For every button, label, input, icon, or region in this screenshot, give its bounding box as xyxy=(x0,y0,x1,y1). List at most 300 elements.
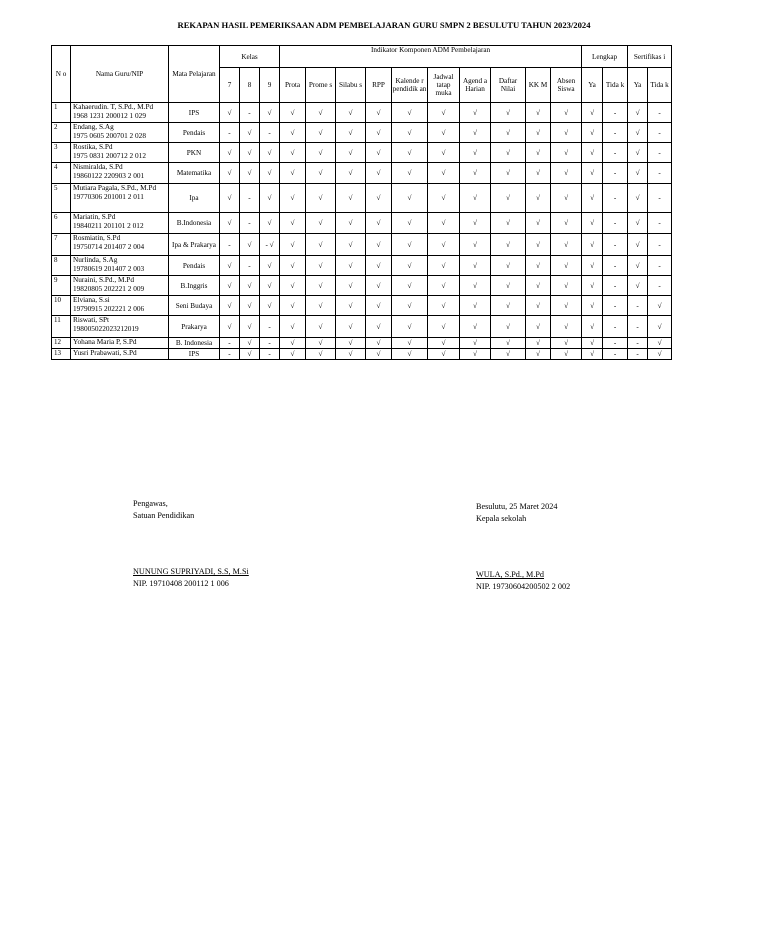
indikator-mark: √ xyxy=(460,276,491,296)
lengkap-mark: - xyxy=(603,256,628,276)
guru-cell xyxy=(71,338,169,349)
lengkap-mark: √ xyxy=(582,296,603,316)
row-no: 12 xyxy=(52,338,71,349)
row-no: 13 xyxy=(52,349,71,360)
guru-nip: 198005022023212019 xyxy=(73,323,139,333)
lengkap-mark: - xyxy=(603,338,628,349)
lengkap-mark: - xyxy=(603,184,628,213)
indikator-mark: √ xyxy=(460,316,491,338)
table-row xyxy=(52,349,672,360)
table-row xyxy=(52,213,672,234)
indikator-mark: √ xyxy=(526,296,551,316)
guru-cell xyxy=(71,234,169,256)
indikator-mark: √ xyxy=(366,213,392,234)
mapel-cell: Pendais xyxy=(169,256,220,276)
guru-cell xyxy=(71,103,169,123)
row-no: 3 xyxy=(52,143,71,163)
lengkap-mark: - xyxy=(603,316,628,338)
kelas-mark: - xyxy=(260,338,280,349)
kelas-mark: √ xyxy=(260,213,280,234)
sertifikasi-mark: √ xyxy=(628,123,648,143)
row-no: 5 xyxy=(52,184,71,213)
kelas-mark: √ xyxy=(240,316,260,338)
sertifikasi-mark: - xyxy=(648,276,672,296)
mapel-cell: B.Inggris xyxy=(169,276,220,296)
indikator-mark: √ xyxy=(336,163,366,184)
kelas-mark: - xyxy=(240,213,260,234)
mapel-cell: IPS xyxy=(169,103,220,123)
guru-cell xyxy=(71,296,169,316)
indikator-mark: √ xyxy=(280,103,306,123)
kelas-mark: √ xyxy=(220,296,240,316)
indikator-mark: √ xyxy=(526,349,551,360)
table-row xyxy=(52,234,672,256)
indikator-mark: √ xyxy=(491,143,526,163)
kelas-mark: √ xyxy=(220,316,240,338)
indikator-mark: √ xyxy=(551,316,582,338)
lengkap-mark: √ xyxy=(582,103,603,123)
indikator-mark: √ xyxy=(336,338,366,349)
guru-cell xyxy=(71,123,169,143)
header-lengkap-tidak: Tida k xyxy=(603,68,628,103)
row-no: 9 xyxy=(52,276,71,296)
sertifikasi-mark: - xyxy=(648,163,672,184)
sertifikasi-mark: - xyxy=(648,123,672,143)
indikator-mark: √ xyxy=(460,143,491,163)
guru-nip: 1975 0831 200712 2 012 xyxy=(73,150,146,160)
guru-name: Nurlinda, S.Ag xyxy=(73,255,118,264)
sertifikasi-mark: √ xyxy=(648,316,672,338)
indikator-mark: √ xyxy=(428,338,460,349)
header-sertifikasi-tidak: Tida k xyxy=(648,68,672,103)
indikator-mark: √ xyxy=(306,123,336,143)
guru-name: Kahaerudin. T, S.Pd., M.Pd xyxy=(73,102,154,111)
lengkap-mark: - xyxy=(603,163,628,184)
indikator-mark: √ xyxy=(428,143,460,163)
indikator-mark: √ xyxy=(366,143,392,163)
indikator-mark: √ xyxy=(392,163,428,184)
guru-name: Yohana Maria P, S.Pd xyxy=(73,337,137,346)
indikator-mark: √ xyxy=(428,349,460,360)
guru-cell xyxy=(71,184,169,213)
lengkap-mark: √ xyxy=(582,213,603,234)
header-indikator-1: Prome s xyxy=(306,68,336,103)
indikator-mark: √ xyxy=(460,184,491,213)
signature-pengawas xyxy=(133,498,249,590)
mapel-cell: B. Indonesia xyxy=(169,338,220,349)
sertifikasi-mark: √ xyxy=(628,143,648,163)
header-indikator-9: Absen Siswa xyxy=(551,68,582,103)
indikator-mark: √ xyxy=(551,338,582,349)
guru-nip: 19770306 201001 2 011 xyxy=(73,191,144,201)
indikator-mark: √ xyxy=(306,256,336,276)
table-row xyxy=(52,123,672,143)
indikator-mark: √ xyxy=(306,316,336,338)
kelas-mark: - xyxy=(260,349,280,360)
indikator-mark: √ xyxy=(392,184,428,213)
lengkap-mark: - xyxy=(603,276,628,296)
indikator-mark: √ xyxy=(280,234,306,256)
kelas-mark: √ xyxy=(260,163,280,184)
lengkap-mark: √ xyxy=(582,316,603,338)
indikator-mark: √ xyxy=(336,316,366,338)
sertifikasi-mark: √ xyxy=(628,213,648,234)
indikator-mark: √ xyxy=(280,276,306,296)
guru-cell xyxy=(71,213,169,234)
lengkap-mark: - xyxy=(603,349,628,360)
sertifikasi-mark: - xyxy=(628,296,648,316)
row-no: 2 xyxy=(52,123,71,143)
indikator-mark: √ xyxy=(306,276,336,296)
mapel-cell: Seni Budaya xyxy=(169,296,220,316)
indikator-mark: √ xyxy=(306,143,336,163)
lengkap-mark: √ xyxy=(582,143,603,163)
indikator-mark: √ xyxy=(428,184,460,213)
sertifikasi-mark: √ xyxy=(628,276,648,296)
kelas-mark: √ xyxy=(260,296,280,316)
sertifikasi-mark: √ xyxy=(648,349,672,360)
lengkap-mark: - xyxy=(603,296,628,316)
sertifikasi-mark: - xyxy=(628,338,648,349)
indikator-mark: √ xyxy=(551,163,582,184)
kelas-mark: √ xyxy=(240,296,260,316)
indikator-mark: √ xyxy=(460,123,491,143)
indikator-mark: √ xyxy=(336,103,366,123)
kepsek-nip: NIP. 19730604200502 2 002 xyxy=(476,582,571,591)
kelas-mark: - √ xyxy=(260,234,280,256)
rekap-table xyxy=(51,45,672,360)
sertifikasi-mark: - xyxy=(648,103,672,123)
kelas-mark: √ xyxy=(220,213,240,234)
header-kelas-0: 7 xyxy=(220,68,240,103)
sertifikasi-mark: √ xyxy=(628,256,648,276)
indikator-mark: √ xyxy=(280,316,306,338)
header-indikator-5: Jadwal tatap muka xyxy=(428,68,460,103)
lengkap-mark: √ xyxy=(582,338,603,349)
indikator-mark: √ xyxy=(306,163,336,184)
indikator-mark: √ xyxy=(336,213,366,234)
indikator-mark: √ xyxy=(526,184,551,213)
guru-name: Rosmiatin, S.Pd xyxy=(73,233,121,242)
indikator-mark: √ xyxy=(306,103,336,123)
indikator-mark: √ xyxy=(491,338,526,349)
indikator-mark: √ xyxy=(392,123,428,143)
guru-nip: 1968 1231 200012 1 029 xyxy=(73,110,146,120)
indikator-mark: √ xyxy=(280,256,306,276)
indikator-mark: √ xyxy=(280,163,306,184)
table-row xyxy=(52,143,672,163)
indikator-mark: √ xyxy=(336,123,366,143)
indikator-mark: √ xyxy=(428,213,460,234)
guru-name: Yusri Prabawati, S.Pd xyxy=(73,348,137,357)
indikator-mark: √ xyxy=(366,256,392,276)
indikator-mark: √ xyxy=(491,296,526,316)
indikator-mark: √ xyxy=(551,234,582,256)
kelas-mark: √ xyxy=(240,143,260,163)
lengkap-mark: - xyxy=(603,213,628,234)
lengkap-mark: - xyxy=(603,143,628,163)
header-mapel: Mata Pelajaran xyxy=(169,46,220,103)
indikator-mark: √ xyxy=(491,316,526,338)
indikator-mark: √ xyxy=(491,123,526,143)
mapel-cell: Pendais xyxy=(169,123,220,143)
indikator-mark: √ xyxy=(428,103,460,123)
indikator-mark: √ xyxy=(366,338,392,349)
indikator-mark: √ xyxy=(428,234,460,256)
lengkap-mark: - xyxy=(603,103,628,123)
indikator-mark: √ xyxy=(526,276,551,296)
indikator-mark: √ xyxy=(392,296,428,316)
mapel-cell: Matematika xyxy=(169,163,220,184)
guru-nip: 19750714 201407 2 004 xyxy=(73,241,145,251)
guru-cell xyxy=(71,349,169,360)
header-lengkap: Lengkap xyxy=(582,46,628,68)
kelas-mark: - xyxy=(240,103,260,123)
kelas-mark: √ xyxy=(240,123,260,143)
indikator-mark: √ xyxy=(551,256,582,276)
indikator-mark: √ xyxy=(392,256,428,276)
pengawas-nip: NIP. 19710408 200112 1 006 xyxy=(133,579,229,588)
indikator-mark: √ xyxy=(491,349,526,360)
lengkap-mark: - xyxy=(603,123,628,143)
kepsek-line1: Besulutu, 25 Maret 2024 xyxy=(476,502,558,511)
table-row xyxy=(52,163,672,184)
kelas-mark: √ xyxy=(240,163,260,184)
indikator-mark: √ xyxy=(366,276,392,296)
indikator-mark: √ xyxy=(336,296,366,316)
indikator-mark: √ xyxy=(551,143,582,163)
indikator-mark: √ xyxy=(526,316,551,338)
kelas-mark: √ xyxy=(220,256,240,276)
table-row xyxy=(52,296,672,316)
sertifikasi-mark: - xyxy=(648,184,672,213)
indikator-mark: √ xyxy=(306,338,336,349)
header-kelas: Kelas xyxy=(220,46,280,68)
kelas-mark: √ xyxy=(240,349,260,360)
sertifikasi-mark: - xyxy=(648,213,672,234)
indikator-mark: √ xyxy=(526,256,551,276)
lengkap-mark: √ xyxy=(582,349,603,360)
indikator-mark: √ xyxy=(336,349,366,360)
kelas-mark: √ xyxy=(220,143,240,163)
mapel-cell: B.Indonesia xyxy=(169,213,220,234)
kelas-mark: √ xyxy=(260,256,280,276)
kepsek-line2: Kepala sekolah xyxy=(476,514,527,523)
indikator-mark: √ xyxy=(460,338,491,349)
indikator-mark: √ xyxy=(551,123,582,143)
kelas-mark: √ xyxy=(260,103,280,123)
header-no: N o xyxy=(52,46,71,103)
indikator-mark: √ xyxy=(392,276,428,296)
indikator-mark: √ xyxy=(428,163,460,184)
mapel-cell: IPS xyxy=(169,349,220,360)
indikator-mark: √ xyxy=(491,256,526,276)
sertifikasi-mark: - xyxy=(628,316,648,338)
indikator-mark: √ xyxy=(551,296,582,316)
guru-cell xyxy=(71,256,169,276)
indikator-mark: √ xyxy=(280,338,306,349)
header-indikator-0: Prota xyxy=(280,68,306,103)
pengawas-line2: Satuan Pendidikan xyxy=(133,511,195,520)
indikator-mark: √ xyxy=(336,256,366,276)
mapel-cell: Ipa & Prakarya xyxy=(169,234,220,256)
indikator-mark: √ xyxy=(392,213,428,234)
kelas-mark: - xyxy=(260,316,280,338)
sertifikasi-mark: √ xyxy=(628,163,648,184)
indikator-mark: √ xyxy=(366,349,392,360)
guru-cell xyxy=(71,163,169,184)
indikator-mark: √ xyxy=(526,123,551,143)
indikator-mark: √ xyxy=(551,184,582,213)
header-indikator-7: Daftar Nilai xyxy=(491,68,526,103)
guru-name: Rostika, S.Pd xyxy=(73,142,113,151)
signature-kepala-sekolah xyxy=(476,501,570,593)
mapel-cell: PKN xyxy=(169,143,220,163)
indikator-mark: √ xyxy=(280,143,306,163)
kepsek-name: WULA, S.Pd., M.Pd xyxy=(476,570,545,579)
lengkap-mark: √ xyxy=(582,256,603,276)
indikator-mark: √ xyxy=(280,296,306,316)
row-no: 7 xyxy=(52,234,71,256)
indikator-mark: √ xyxy=(366,123,392,143)
header-indikator-6: Agend a Harian xyxy=(460,68,491,103)
indikator-mark: √ xyxy=(366,316,392,338)
indikator-mark: √ xyxy=(491,184,526,213)
indikator-mark: √ xyxy=(460,296,491,316)
indikator-mark: √ xyxy=(428,276,460,296)
indikator-mark: √ xyxy=(392,103,428,123)
guru-name: Mutiara Pagala, S.Pd., M.Pd xyxy=(73,183,157,192)
indikator-mark: √ xyxy=(336,234,366,256)
kelas-mark: √ xyxy=(240,338,260,349)
kelas-mark: - xyxy=(220,349,240,360)
mapel-cell: Ipa xyxy=(169,184,220,213)
pengawas-line1: Pengawas, xyxy=(133,499,168,508)
indikator-mark: √ xyxy=(280,123,306,143)
indikator-mark: √ xyxy=(491,103,526,123)
row-no: 11 xyxy=(52,316,71,338)
indikator-mark: √ xyxy=(392,143,428,163)
lengkap-mark: √ xyxy=(582,163,603,184)
header-kelas-1: 8 xyxy=(240,68,260,103)
guru-cell xyxy=(71,276,169,296)
guru-name: Endang, S.Ag xyxy=(73,122,114,131)
indikator-mark: √ xyxy=(392,349,428,360)
table-row xyxy=(52,338,672,349)
sertifikasi-mark: - xyxy=(648,143,672,163)
guru-name: Nismiralda, S.Pd xyxy=(73,162,123,171)
indikator-mark: √ xyxy=(392,234,428,256)
sertifikasi-mark: √ xyxy=(648,296,672,316)
kelas-mark: √ xyxy=(260,276,280,296)
row-no: 4 xyxy=(52,163,71,184)
header-indikator-8: KK M xyxy=(526,68,551,103)
table-row xyxy=(52,184,672,213)
indikator-mark: √ xyxy=(366,103,392,123)
indikator-mark: √ xyxy=(491,213,526,234)
indikator-mark: √ xyxy=(526,213,551,234)
kelas-mark: √ xyxy=(260,143,280,163)
header-lengkap-ya: Ya xyxy=(582,68,603,103)
kelas-mark: - xyxy=(240,184,260,213)
indikator-mark: √ xyxy=(306,349,336,360)
kelas-mark: √ xyxy=(220,103,240,123)
indikator-mark: √ xyxy=(306,184,336,213)
guru-nip: 1975 0605 200701 2 028 xyxy=(73,130,146,140)
header-indikator-2: Silabu s xyxy=(336,68,366,103)
indikator-mark: √ xyxy=(551,349,582,360)
header-nama: Nama Guru/NIP xyxy=(71,46,169,103)
indikator-mark: √ xyxy=(336,143,366,163)
table-row xyxy=(52,103,672,123)
header-indikator-3: RPP xyxy=(366,68,392,103)
document-title: REKAPAN HASIL PEMERIKSAAN ADM PEMBELAJARAN GURU SMPN 2 BESULUTU TAHUN 2023/2024 xyxy=(177,20,591,30)
indikator-mark: √ xyxy=(491,276,526,296)
guru-nip: 19840211 201101 2 012 xyxy=(73,220,144,230)
guru-name: Mariatin, S.Pd xyxy=(73,212,116,221)
indikator-mark: √ xyxy=(428,256,460,276)
indikator-mark: √ xyxy=(280,213,306,234)
kelas-mark: √ xyxy=(240,234,260,256)
guru-nip: 19790915 202221 2 006 xyxy=(73,303,145,313)
row-no: 6 xyxy=(52,213,71,234)
indikator-mark: √ xyxy=(366,184,392,213)
indikator-mark: √ xyxy=(366,296,392,316)
indikator-mark: √ xyxy=(280,184,306,213)
row-no: 1 xyxy=(52,103,71,123)
indikator-mark: √ xyxy=(306,234,336,256)
table-row xyxy=(52,276,672,296)
guru-cell xyxy=(71,143,169,163)
indikator-mark: √ xyxy=(491,163,526,184)
indikator-mark: √ xyxy=(526,234,551,256)
lengkap-mark: √ xyxy=(582,276,603,296)
indikator-mark: √ xyxy=(366,234,392,256)
indikator-mark: √ xyxy=(460,213,491,234)
indikator-mark: √ xyxy=(336,184,366,213)
row-no: 8 xyxy=(52,256,71,276)
kelas-mark: √ xyxy=(220,184,240,213)
indikator-mark: √ xyxy=(551,213,582,234)
sertifikasi-mark: - xyxy=(648,256,672,276)
guru-name: Elviana, S.si xyxy=(73,295,110,304)
indikator-mark: √ xyxy=(491,234,526,256)
guru-nip: 19820805 202221 2 009 xyxy=(73,283,145,293)
mapel-cell: Prakarya xyxy=(169,316,220,338)
indikator-mark: √ xyxy=(460,349,491,360)
row-no: 10 xyxy=(52,296,71,316)
indikator-mark: √ xyxy=(460,234,491,256)
table-row xyxy=(52,256,672,276)
sertifikasi-mark: √ xyxy=(628,234,648,256)
indikator-mark: √ xyxy=(526,143,551,163)
header-indikator-4: Kalende r pendidik an xyxy=(392,68,428,103)
kelas-mark: - xyxy=(220,234,240,256)
kelas-mark: - xyxy=(240,256,260,276)
indikator-mark: √ xyxy=(366,163,392,184)
indikator-mark: √ xyxy=(336,276,366,296)
lengkap-mark: √ xyxy=(582,123,603,143)
guru-cell xyxy=(71,316,169,338)
indikator-mark: √ xyxy=(280,349,306,360)
kelas-mark: - xyxy=(260,123,280,143)
sertifikasi-mark: √ xyxy=(648,338,672,349)
indikator-mark: √ xyxy=(428,123,460,143)
header-kelas-2: 9 xyxy=(260,68,280,103)
header-sertifikasi-ya: Ya xyxy=(628,68,648,103)
kelas-mark: √ xyxy=(240,276,260,296)
kelas-mark: √ xyxy=(220,276,240,296)
